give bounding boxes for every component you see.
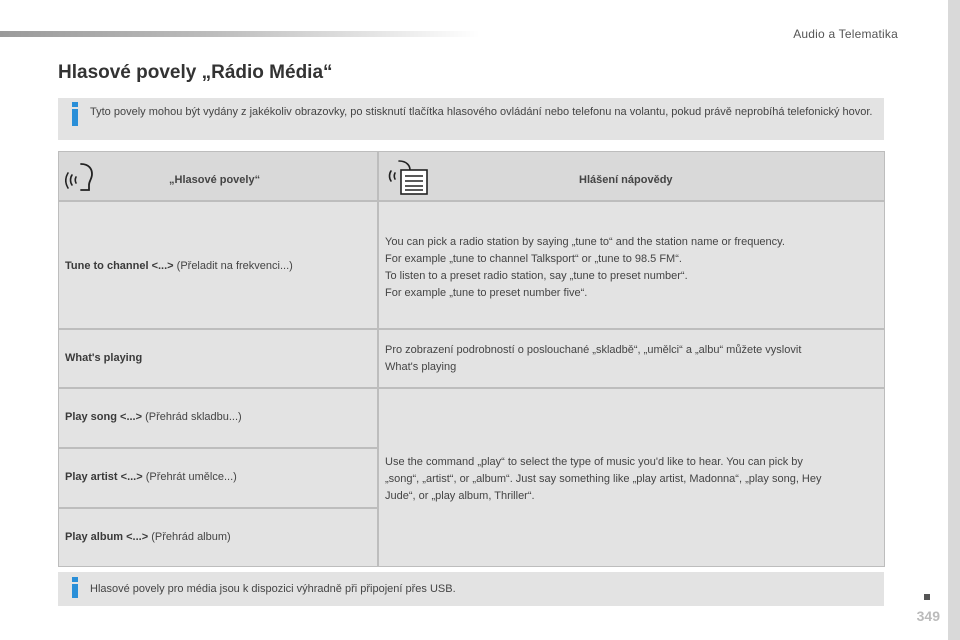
table-header-help — [378, 151, 885, 201]
command-text: Tune to channel <...> — [65, 260, 174, 272]
help-line: Jude“, or „play album, Thriller“. — [385, 490, 535, 502]
help-line: You can pick a radio station by saying „tune to“ and the station name or frequency. — [385, 236, 785, 248]
command-note: (Přeladit na frekvenci...) — [173, 260, 293, 272]
table-row-help-merged — [378, 388, 885, 567]
info-icon — [72, 584, 78, 598]
table-row-command — [58, 448, 378, 508]
section-label: Audio a Telematika — [793, 27, 898, 41]
table-row-command — [58, 201, 378, 329]
help-line: For example „tune to preset number five“. — [385, 287, 588, 299]
help-line: For example „tune to channel Talksport“ or „tune to 98.5 FM“. — [385, 253, 682, 265]
page-marker — [924, 594, 930, 600]
table-row-help — [378, 329, 885, 388]
command-note: (Přehrád skladbu...) — [142, 411, 242, 423]
command-text: What's playing — [65, 352, 143, 364]
page-title: Hlasové povely „Rádio Média“ — [58, 62, 333, 83]
table-header-commands — [58, 151, 378, 201]
info-note-bottom — [58, 572, 884, 606]
commands-header-label: „Hlasové povely“ — [169, 174, 261, 186]
info-note-top — [58, 98, 884, 140]
header-rule — [0, 31, 480, 37]
table-row-help — [378, 201, 885, 329]
table-row-command — [58, 329, 378, 388]
help-line: What's playing — [385, 361, 457, 373]
help-line: Pro zobrazení podrobností o poslouchané „skladbě“, „umělci“ a „albu“ můžete vyslovit — [385, 344, 802, 356]
command-note: (Přehrád album) — [148, 531, 231, 543]
voice-command-icon — [65, 160, 99, 194]
help-line: „song“, „artist“, or „album“. Just say something like „play artist, Madonna“, „play song, Hey — [385, 473, 822, 485]
command-text: Play artist <...> — [65, 471, 143, 483]
voice-help-icon — [385, 158, 431, 196]
help-line: Use the command „play“ to select the type of music you'd like to hear. You can pick by — [385, 456, 803, 468]
table-row-command — [58, 388, 378, 448]
info-icon — [72, 109, 78, 126]
info-note-text: Tyto povely mohou být vydány z jakékoliv obrazovky, po stisknutí tlačítka hlasového ovládání nebo telefonu na volantu, pokud právě neprobíhá telefonický hovor. — [90, 106, 873, 118]
info-note-text: Hlasové povely pro média jsou k dispozici výhradně při připojení přes USB. — [90, 583, 456, 595]
command-text: Play album <...> — [65, 531, 149, 543]
page-edge-strip — [948, 0, 960, 640]
help-header-label: Hlášení nápovědy — [579, 174, 673, 186]
help-line: To listen to a preset radio station, say „tune to preset number“. — [385, 270, 688, 282]
page-number: 349 — [916, 608, 940, 624]
command-note: (Přehrát umělce...) — [142, 471, 237, 483]
command-text: Play song <...> — [65, 411, 143, 423]
voice-commands-table — [58, 151, 885, 567]
table-row-command — [58, 508, 378, 567]
